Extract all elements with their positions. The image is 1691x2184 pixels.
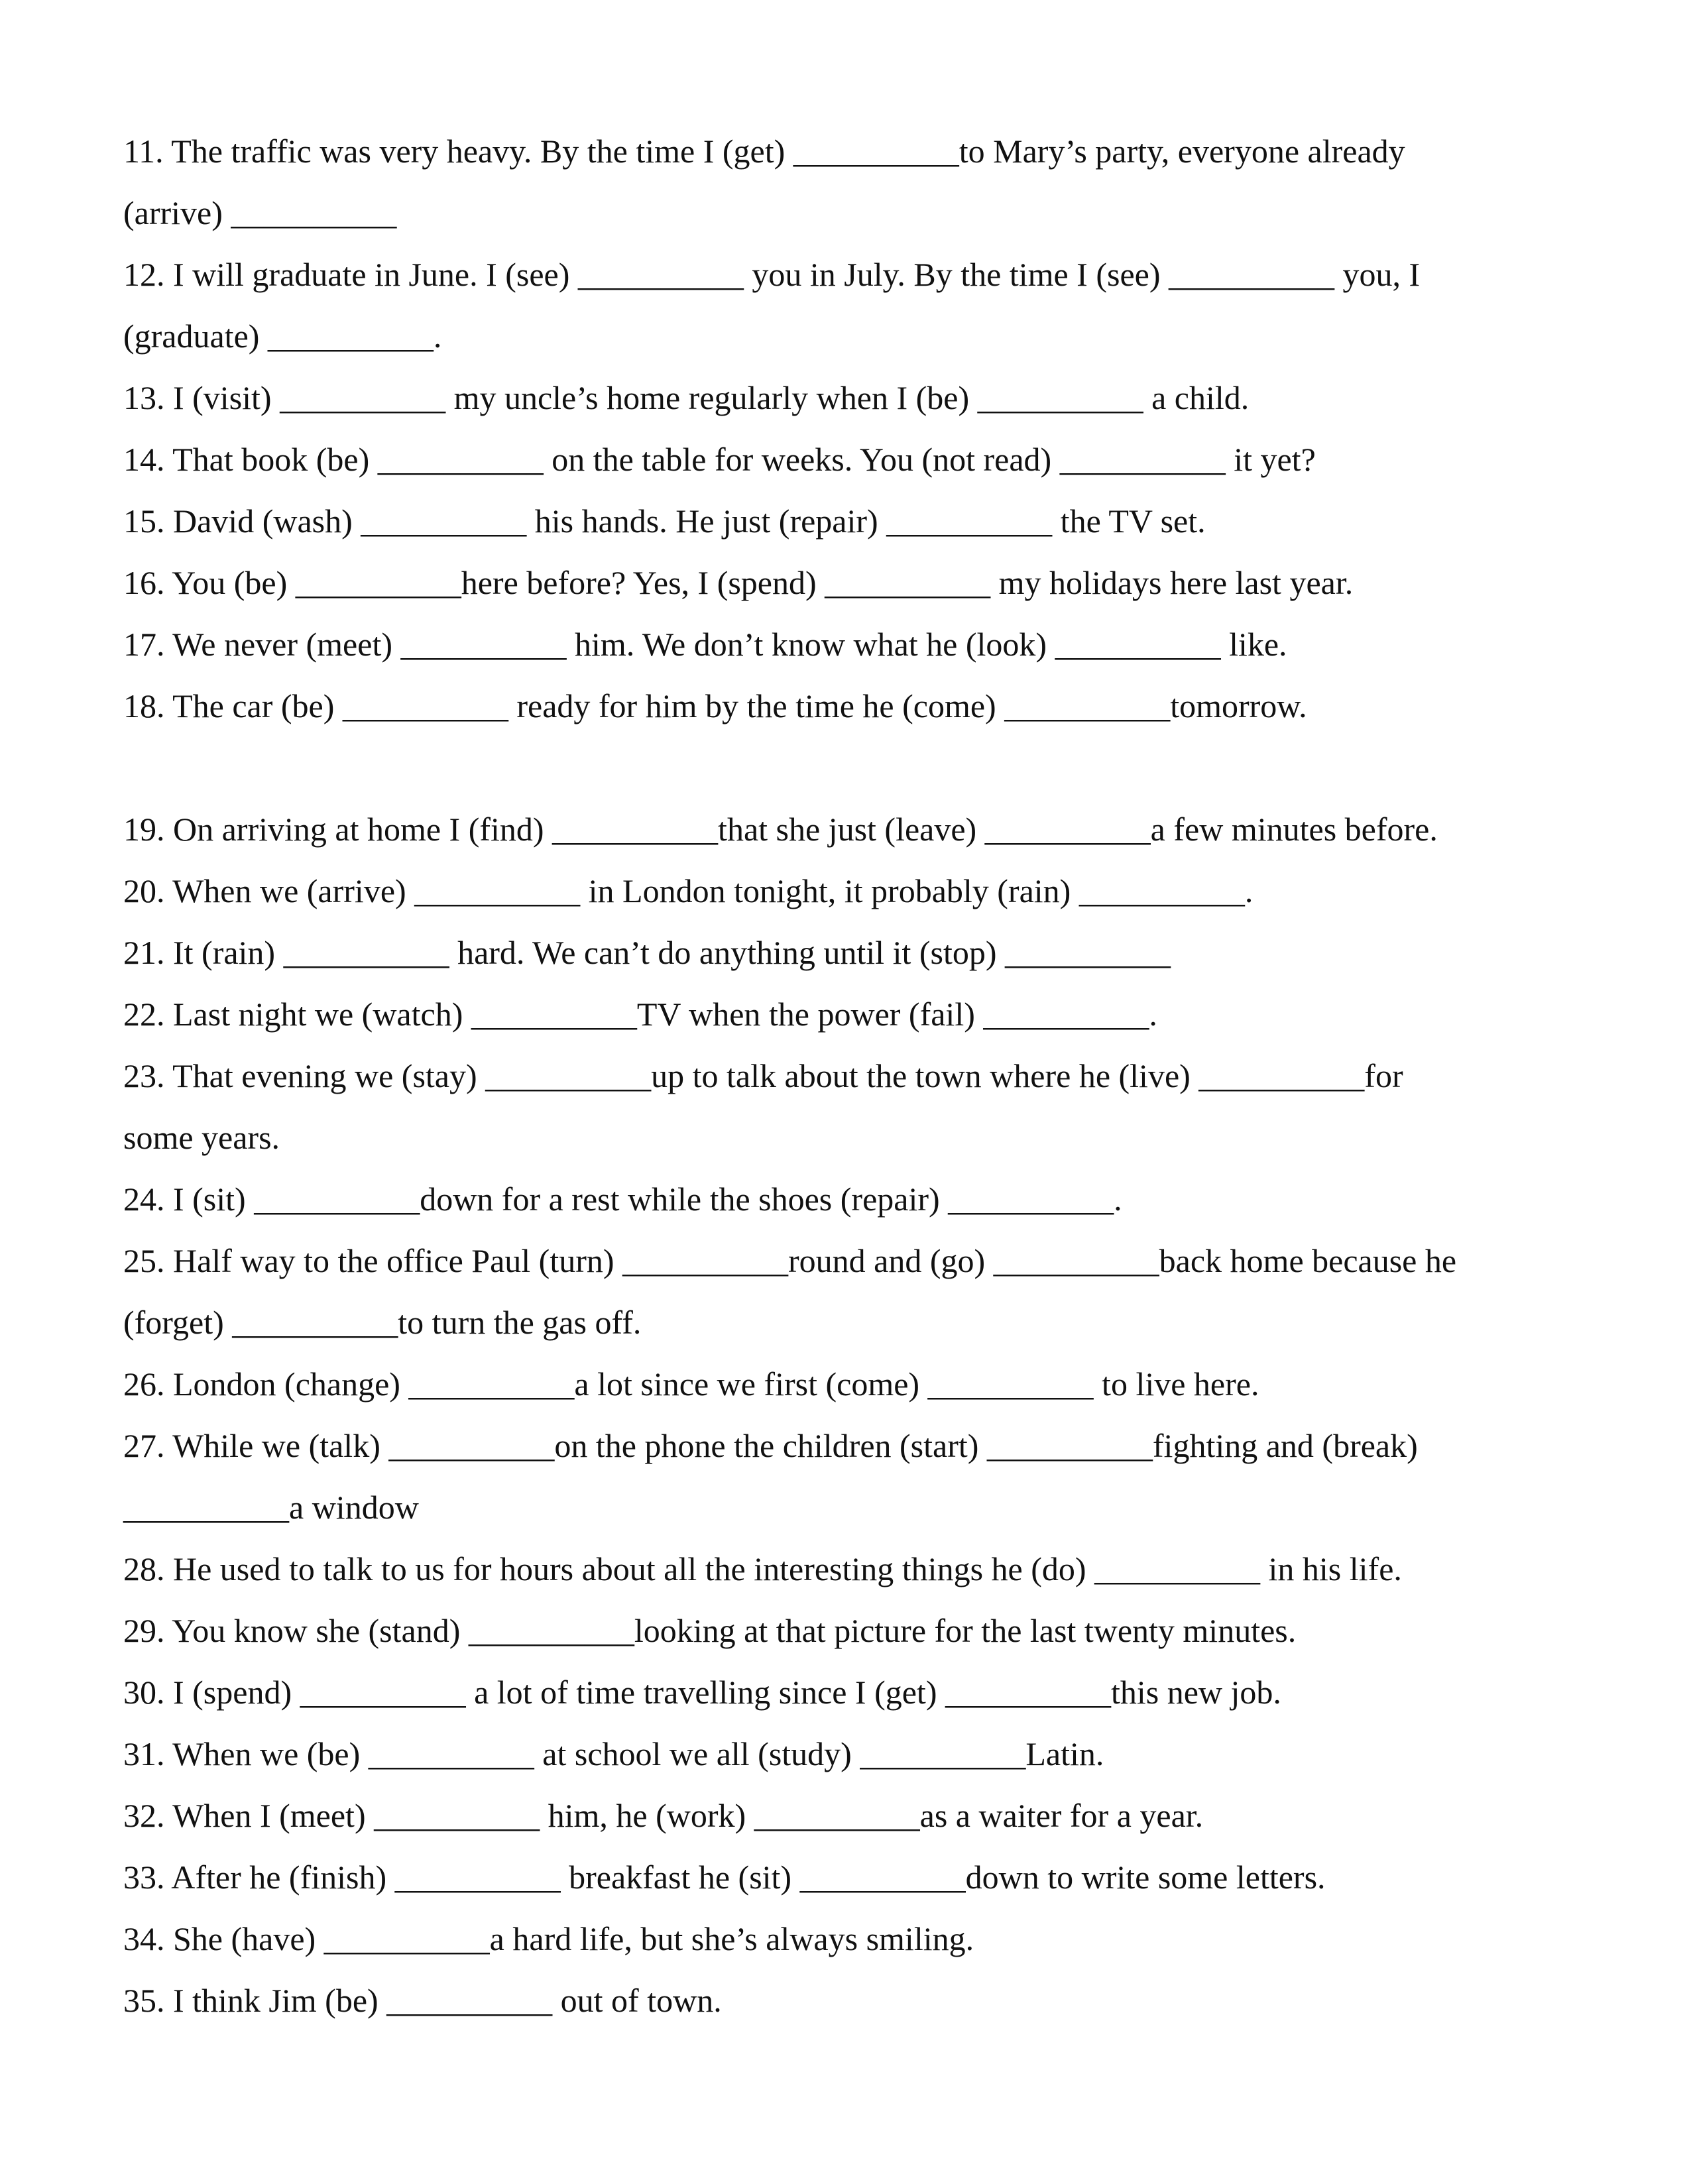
blank-spacer — [123, 737, 1582, 799]
line-31: 31. When we (be) __________ at school we all (study) __________Latin. — [123, 1735, 1104, 1772]
line-32: 32. When I (meet) __________ him, he (work) __________as a waiter for a year. — [123, 1797, 1204, 1834]
line-14: 14. That book (be) __________ on the table for weeks. You (not read) __________ it yet? — [123, 441, 1316, 478]
line-19: 19. On arriving at home I (find) __________that she just (leave) __________a few minutes before. — [123, 811, 1438, 848]
line-15: 15. David (wash) __________ his hands. He just (repair) __________ the TV set. — [123, 502, 1206, 540]
line-12a: 12. I will graduate in June. I (see) __________ you in July. By the time I (see) __________ you, I — [123, 256, 1421, 293]
exercise-list — [123, 121, 1582, 2032]
line-27b: __________a window — [123, 1489, 419, 1526]
line-35: 35. I think Jim (be) __________ out of town. — [123, 1982, 722, 2019]
line-12b: (graduate) __________. — [123, 317, 442, 355]
line-20: 20. When we (arrive) __________ in London tonight, it probably (rain) __________. — [123, 872, 1254, 909]
line-11a: 11. The traffic was very heavy. By the time I (get) __________to Mary’s party, everyone already — [123, 133, 1405, 170]
line-22: 22. Last night we (watch) __________TV when the power (fail) __________. — [123, 996, 1157, 1033]
line-25a: 25. Half way to the office Paul (turn) __________round and (go) __________back home because he — [123, 1242, 1457, 1279]
line-18: 18. The car (be) __________ ready for him by the time he (come) __________tomorrow. — [123, 687, 1307, 724]
line-16: 16. You (be) __________here before? Yes, I (spend) __________ my holidays here last year. — [123, 564, 1354, 601]
line-26: 26. London (change) __________a lot since we first (come) __________ to live here. — [123, 1365, 1259, 1403]
line-33: 33. After he (finish) __________ breakfast he (sit) __________down to write some letters. — [123, 1859, 1326, 1896]
line-28: 28. He used to talk to us for hours about all the interesting things he (do) __________ in his life. — [123, 1550, 1402, 1587]
line-27a: 27. While we (talk) __________on the phone the children (start) __________fighting and (break) — [123, 1427, 1418, 1464]
line-17: 17. We never (meet) __________ him. We don’t know what he (look) __________ like. — [123, 626, 1287, 663]
line-30: 30. I (spend) __________ a lot of time travelling since I (get) __________this new job. — [123, 1674, 1281, 1711]
line-13: 13. I (visit) __________ my uncle’s home regularly when I (be) __________ a child. — [123, 379, 1250, 416]
line-24: 24. I (sit) __________down for a rest while the shoes (repair) __________. — [123, 1180, 1122, 1218]
line-23a: 23. That evening we (stay) __________up to talk about the town where he (live) __________for — [123, 1057, 1403, 1094]
line-29: 29. You know she (stand) __________looking at that picture for the last twenty minutes. — [123, 1612, 1297, 1649]
line-21: 21. It (rain) __________ hard. We can’t do anything until it (stop) __________ — [123, 934, 1171, 971]
line-23b: some years. — [123, 1119, 280, 1156]
line-25b: (forget) __________to turn the gas off. — [123, 1304, 642, 1341]
line-34: 34. She (have) __________a hard life, but she’s always smiling. — [123, 1920, 974, 1957]
line-11b: (arrive) __________ — [123, 194, 397, 231]
